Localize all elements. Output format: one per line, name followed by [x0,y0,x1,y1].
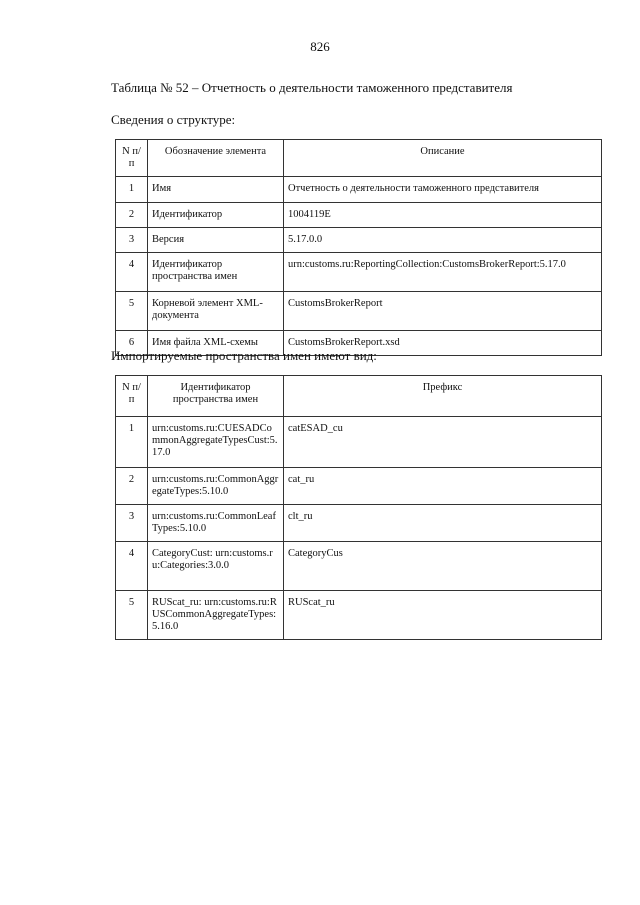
structure-table [115,139,602,356]
namespace-prefix: clt_ru [284,505,602,542]
row-num: 3 [116,228,148,253]
table-row [116,253,602,292]
structure-label: Сведения о структуре: [111,112,236,127]
namespace-id: urn:customs.ru:CommonLeafTypes:5.10.0 [148,505,284,542]
header-element: Обозначение элемента [148,140,284,177]
element-name: Идентификатор пространства имен [148,253,284,292]
table-row [116,591,602,640]
namespace-id: CategoryCust: urn:customs.ru:Categories:3.0.0 [148,542,284,591]
row-num: 4 [116,542,148,591]
row-num: 1 [116,417,148,468]
row-num: 6 [116,331,148,356]
table-header-row [116,376,602,417]
table-row [116,292,602,331]
namespace-id: urn:customs.ru:CommonAggregateTypes:5.10.0 [148,468,284,505]
element-description: CustomsBrokerReport.xsd [284,331,602,356]
element-name: Версия [148,228,284,253]
namespace-prefix: cat_ru [284,468,602,505]
table-row [116,505,602,542]
element-name: Имя [148,177,284,203]
row-num: 3 [116,505,148,542]
element-name: Идентификатор [148,203,284,228]
row-num: 5 [116,591,148,640]
header-num: N п/п [116,140,148,177]
header-prefix: Префикс [284,376,602,417]
header-description: Описание [284,140,602,177]
table-row [116,177,602,203]
element-name: Корневой элемент XML-документа [148,292,284,331]
namespace-prefix: catESAD_cu [284,417,602,468]
namespace-prefix: RUScat_ru [284,591,602,640]
table-title: Таблица № 52 – Отчетность о деятельности таможенного представителя [111,80,513,95]
table-header-row [116,140,602,177]
header-num: N п/п [116,376,148,417]
row-num: 2 [116,203,148,228]
namespace-id: urn:customs.ru:CUESADCommonAggregateTypesCust:5.17.0 [148,417,284,468]
element-description: 1004119E [284,203,602,228]
element-name: Имя файла XML-схемы [148,331,284,356]
table-row [116,468,602,505]
table-row [116,228,602,253]
table-row [116,542,602,591]
row-num: 5 [116,292,148,331]
element-description: 5.17.0.0 [284,228,602,253]
namespaces-table [115,375,602,640]
element-description: CustomsBrokerReport [284,292,602,331]
header-namespace: Идентификатор пространства имен [148,376,284,417]
element-description: urn:customs.ru:ReportingCollection:CustomsBrokerReport:5.17.0 [284,253,602,292]
element-description: Отчетность о деятельности таможенного представителя [284,177,602,203]
page-number: 826 [310,39,330,54]
namespace-id: RUScat_ru: urn:customs.ru:RUSCommonAggregateTypes:5.16.0 [148,591,284,640]
table-row [116,203,602,228]
table-row [116,417,602,468]
namespace-prefix: CategoryCus [284,542,602,591]
namespaces-label: Импортируемые пространства имен имеют вид: [111,348,377,363]
row-num: 1 [116,177,148,203]
row-num: 4 [116,253,148,292]
row-num: 2 [116,468,148,505]
